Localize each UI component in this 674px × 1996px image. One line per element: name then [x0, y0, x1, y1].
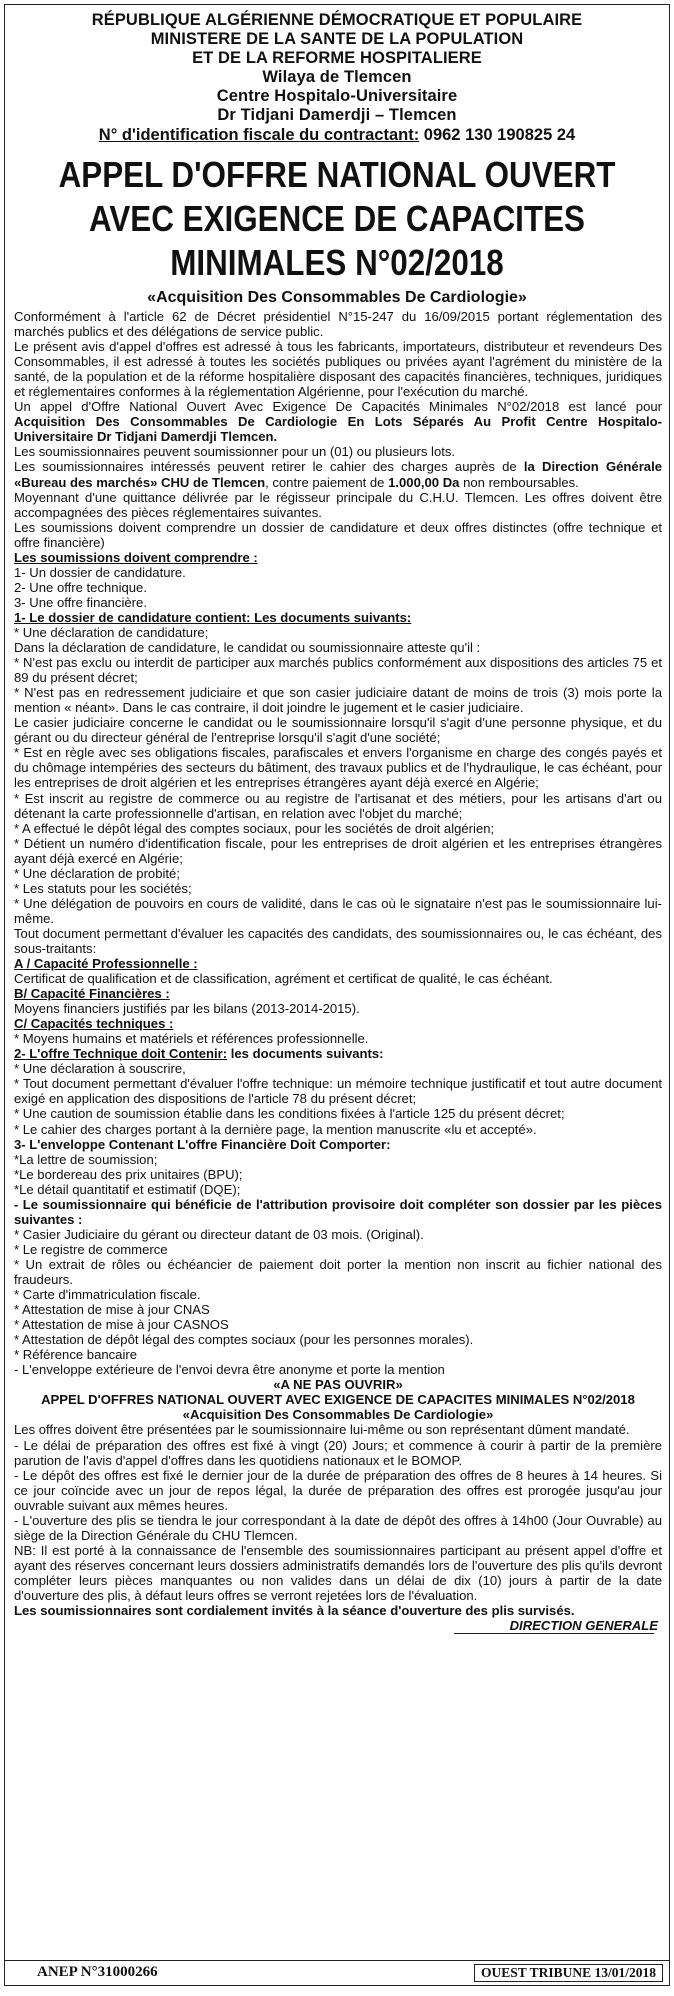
paragraph: - Le délai de préparation des offres est fixé à vingt (20) Jours; et commence à courir à partir de la première parution de l'avis d'appel d'offres dans les quotidiens nationaux et le BOMOP.: [14, 1437, 662, 1468]
list-item: * A effectué le dépôt légal des comptes sociaux, pour les sociétés de droit algérien;: [14, 820, 495, 836]
list-item: *La lettre de soumission;: [14, 1151, 158, 1167]
text-bold: la Direction Générale «Bureau des marchés» CHU de Tlemcen: [14, 459, 662, 490]
list-item: * Le registre de commerce: [14, 1241, 168, 1257]
section-heading: C/ Capacités techniques :: [14, 1016, 174, 1032]
paragraph: - L'ouverture des plis se tiendra le jour correspondant à la date de dépôt des offres à 14h00 (Jour Ouvrable) au siège de la Direction Générale du CHU Tlemcen.: [14, 1512, 662, 1543]
notice-subtitle: «Acquisition Des Consommables De Cardiologie»: [147, 289, 527, 306]
list-item: * Carte d'immatriculation fiscale.: [14, 1287, 201, 1303]
paragraph: Tout document permettant d'évaluer les capacités des candidats, des soumissionnaires ou, le cas échéant, des sous-traitants:: [14, 925, 662, 956]
section-heading: - Le soumissionnaire qui bénéficie de l'attribution provisoire doit compléter son dossier par les pièces suivantes :: [14, 1196, 662, 1227]
list-item: * Casier Judiciaire du gérant ou directeur datant de 03 mois. (Original).: [14, 1226, 424, 1242]
notice-body: [5, 309, 669, 1634]
header: [5, 11, 669, 145]
section-heading: [14, 1046, 662, 1061]
paragraph: Moyens financiers justifiés par les bilans (2013-2014-2015).: [14, 1001, 360, 1017]
list-item: * Est en règle avec ses obligations fiscales, parafiscales et envers l'organisme en charge des congés payés et du chômage intempéries des secteurs du bâtiment, des travaux publics et de l'hydraulique, le cas échéant, pour les entreprises de droit algérien et les entreprises étrangères ayant déjà exercé en Algérie;: [14, 745, 662, 791]
paragraph: NB: Il est porté à la connaissance de l'ensemble des soumissionnaires participant au présent appel d'offre et ayant des réserves concernant leurs dossiers administratifs demandés lors de l'ouverture des plis qu'ils devront compléter leurs pièces manquantes ou non valides dans un délai de dix (10) jours à partir de la date d'ouverture des plis, à défaut leurs offres se verront rejetées lors de l'évaluation.: [14, 1542, 662, 1603]
ministry-line: MINISTERE DE LA SANTE DE LA POPULATION: [150, 30, 524, 48]
list-item: * Attestation de dépôt légal des comptes sociaux (pour les personnes morales).: [14, 1332, 474, 1348]
ministry-line-2: ET DE LA REFORME HOSPITALIERE: [192, 49, 482, 67]
list-item: * Attestation de mise à jour CNAS: [14, 1302, 210, 1318]
do-not-open-label: «A NE PAS OUVRIR»: [273, 1377, 403, 1393]
text: Les soumissionnaires intéressés peuvent retirer le cahier des charges auprès de: [14, 459, 524, 475]
paragraph: Les soumissions doivent comprendre un dossier de candidature et deux offres distinctes (offre technique et offre financière): [14, 519, 662, 550]
envelope-subtitle: «Acquisition Des Consommables De Cardiologie»: [182, 1407, 494, 1423]
text: Un appel d'Offre National Ouvert Avec Exigence De Capacités Minimales N°02/2018 est lancé pour: [14, 399, 662, 415]
list-item: * Les statuts pour les sociétés;: [14, 880, 192, 896]
paragraph: Certificat de qualification et de classification, agrément et certificat de qualité, le cas échéant.: [14, 971, 553, 987]
list-item: * Détient un numéro d'identification fiscale, pour les entreprises de droit algérien et les entreprises étrangères ayant déjà exercé en Algérie;: [14, 835, 662, 866]
paragraph: Le casier judiciaire concerne le candidat ou le soumissionnaire lorsqu'il s'agit d'une personne physique, et du gérant ou du directeur général de l'entreprise lorsqu'il s'agit d'une société;: [14, 715, 662, 746]
list-item: *Le détail quantitatif et estimatif (DQE);: [14, 1181, 241, 1197]
list-item: * N'est pas exclu ou interdit de participer aux marchés publics conformément aux dispositions des articles 75 et 89 du présent décret;: [14, 655, 662, 686]
envelope-title: APPEL D'OFFRES NATIONAL OUVERT AVEC EXIGENCE DE CAPACITES MINIMALES N°02/2018: [41, 1392, 635, 1408]
paragraph: [14, 399, 662, 444]
text-bold: 1.000,00 Da: [388, 474, 460, 490]
fiscal-id-line: [5, 125, 669, 145]
heading-text: 2- L'offre Technique doit Contenir:: [14, 1046, 228, 1062]
paragraph: Les soumissionnaires sont cordialement invités à la séance d'ouverture des plis survisés.: [14, 1603, 575, 1619]
list-item: * Moyens humains et matériels et références professionnelle.: [14, 1031, 369, 1047]
text: non remboursables.: [459, 474, 579, 490]
list-item: * Le cahier des charges portant à la dernière page, la mention manuscrite «lu et accepté».: [14, 1121, 537, 1137]
paragraph: Le présent avis d'appel d'offres est adressé à tous les fabricants, importateurs, distributeur et revendeurs Des Consommables, il est adressé à toutes les sociétés publiques ou privées ayant l'agrément du ministère de la santé, de la population et de la réforme hospitalière disposant des capacités financières, techniques, juridiques et réglementaires conformes à la réglementation Algérienne, pour l'exécution du marché.: [14, 339, 662, 400]
title-line-2: AVEC EXIGENCE DE CAPACITES: [89, 198, 585, 239]
signature-rule: [454, 1633, 654, 1634]
title-line-1: APPEL D'OFFRE NATIONAL OUVERT: [58, 154, 616, 195]
list-item: * Attestation de mise à jour CASNOS: [14, 1317, 229, 1333]
list-item: * Tout document permettant d'évaluer l'offre technique: un mémoire technique justificatif et tout autre document exigé en application des dispositions de l'article 78 du présent décret;: [14, 1076, 662, 1107]
list-item: * Une caution de soumission établie dans les conditions fixées à l'article 125 du présent décret;: [14, 1106, 565, 1122]
signature: DIRECTION GENERALE: [509, 1618, 658, 1634]
list-item: 1- Un dossier de candidature.: [14, 564, 186, 580]
heading-text: les documents suivants:: [227, 1046, 384, 1062]
paragraph: [14, 459, 662, 489]
list-item: * Est inscrit au registre de commerce ou au registre de l'artisanat et des métiers, pour les artisans d'art ou détenant la carte professionnelle d'artisan, en relation avec l'objet du marché;: [14, 790, 662, 821]
section-heading: B/ Capacité Financières :: [14, 986, 170, 1002]
text: , contre paiement de: [265, 474, 389, 490]
notice-title: [51, 153, 622, 285]
section-heading: Les soumissions doivent comprendre :: [14, 549, 258, 565]
notice-page: [4, 4, 670, 1986]
list-item: * Référence bancaire: [14, 1347, 138, 1363]
paragraph: Moyennant d'une quittance délivrée par le régisseur principale du C.H.U. Tlemcen. Les offres doivent être accompagnées des pièces réglementaires suivantes.: [14, 489, 662, 520]
text-bold: Acquisition Des Consommables De Cardiologie En Lots Séparés Au Profit Centre Hospitalo-Universitaire Dr Tidjani Damerdji Tlemcen.: [14, 414, 662, 445]
paragraph: Les offres doivent être présentées par le soumissionnaire lui-même ou son représentant dûment mandaté.: [14, 1422, 630, 1438]
paragraph: - Le dépôt des offres est fixé le dernier jour de la durée de préparation des offres de 8 heures à 14 heures. Si ce jour coïncide avec un jour de repos légal, la durée de préparation des offres est prorogée jusqu'au jour ouvrable suivant aux mêmes heures.: [14, 1467, 662, 1513]
paragraph: Conformément à l'article 62 de Décret présidentiel N°15-247 du 16/09/2015 portant réglementation des marchés publics et des délégations de service public.: [14, 309, 662, 340]
list-item: - L'enveloppe extérieure de l'envoi devra être anonyme et porte la mention: [14, 1362, 445, 1378]
hospital-line: Centre Hospitalo-Universitaire: [216, 87, 458, 105]
list-item: 3- Une offre financière.: [14, 594, 147, 610]
footer: [5, 1960, 669, 1985]
list-item: * Une déclaration de candidature;: [14, 624, 209, 640]
republic-line: RÉPUBLIQUE ALGÉRIENNE DÉMOCRATIQUE ET POPULAIRE: [91, 11, 583, 29]
list-item: * Une délégation de pouvoirs en cours de validité, dans le cas où le signataire n'est pas le soumissionnaire lui-même.: [14, 895, 662, 926]
paragraph: Les soumissionnaires peuvent soumissionner pour un (01) ou plusieurs lots.: [14, 444, 456, 460]
anep-number: ANEP N°31000266: [37, 1964, 158, 1980]
section-heading: A / Capacité Professionnelle :: [14, 956, 198, 972]
list-item: 2- Une offre technique.: [14, 579, 147, 595]
fiscal-id-value: 0962 130 190825 24: [423, 126, 576, 144]
title-line-3: MINIMALES N°02/2018: [170, 242, 504, 283]
section-heading: 3- L'enveloppe Contenant L'offre Financière Doit Comporter:: [14, 1136, 391, 1152]
publication-stamp: OUEST TRIBUNE 13/01/2018: [474, 1964, 663, 1982]
wilaya-line: Wilaya de Tlemcen: [262, 68, 412, 86]
hospital-name-line: Dr Tidjani Damerdji – Tlemcen: [217, 106, 457, 124]
list-item: * Une déclaration à souscrire,: [14, 1061, 186, 1077]
paragraph: Dans la déclaration de candidature, le candidat ou soumissionnaire atteste qu'il :: [14, 640, 481, 656]
fiscal-id-label: N° d'identification fiscale du contractant:: [98, 126, 420, 144]
list-item: * Une déclaration de probité;: [14, 865, 180, 881]
list-item: * Un extrait de rôles ou échéancier de paiement doit porter la mention non inscrit au fichier national des fraudeurs.: [14, 1256, 662, 1287]
list-item: *Le bordereau des prix unitaires (BPU);: [14, 1166, 243, 1182]
list-item: * N'est pas en redressement judiciaire et que son casier judiciaire datant de moins de trois (3) mois porte la mention « néant». Dans le cas contraire, il doit joindre le jugement et le casier judiciaire.: [14, 685, 662, 716]
section-heading: 1- Le dossier de candidature contient: Les documents suivants:: [14, 609, 412, 625]
